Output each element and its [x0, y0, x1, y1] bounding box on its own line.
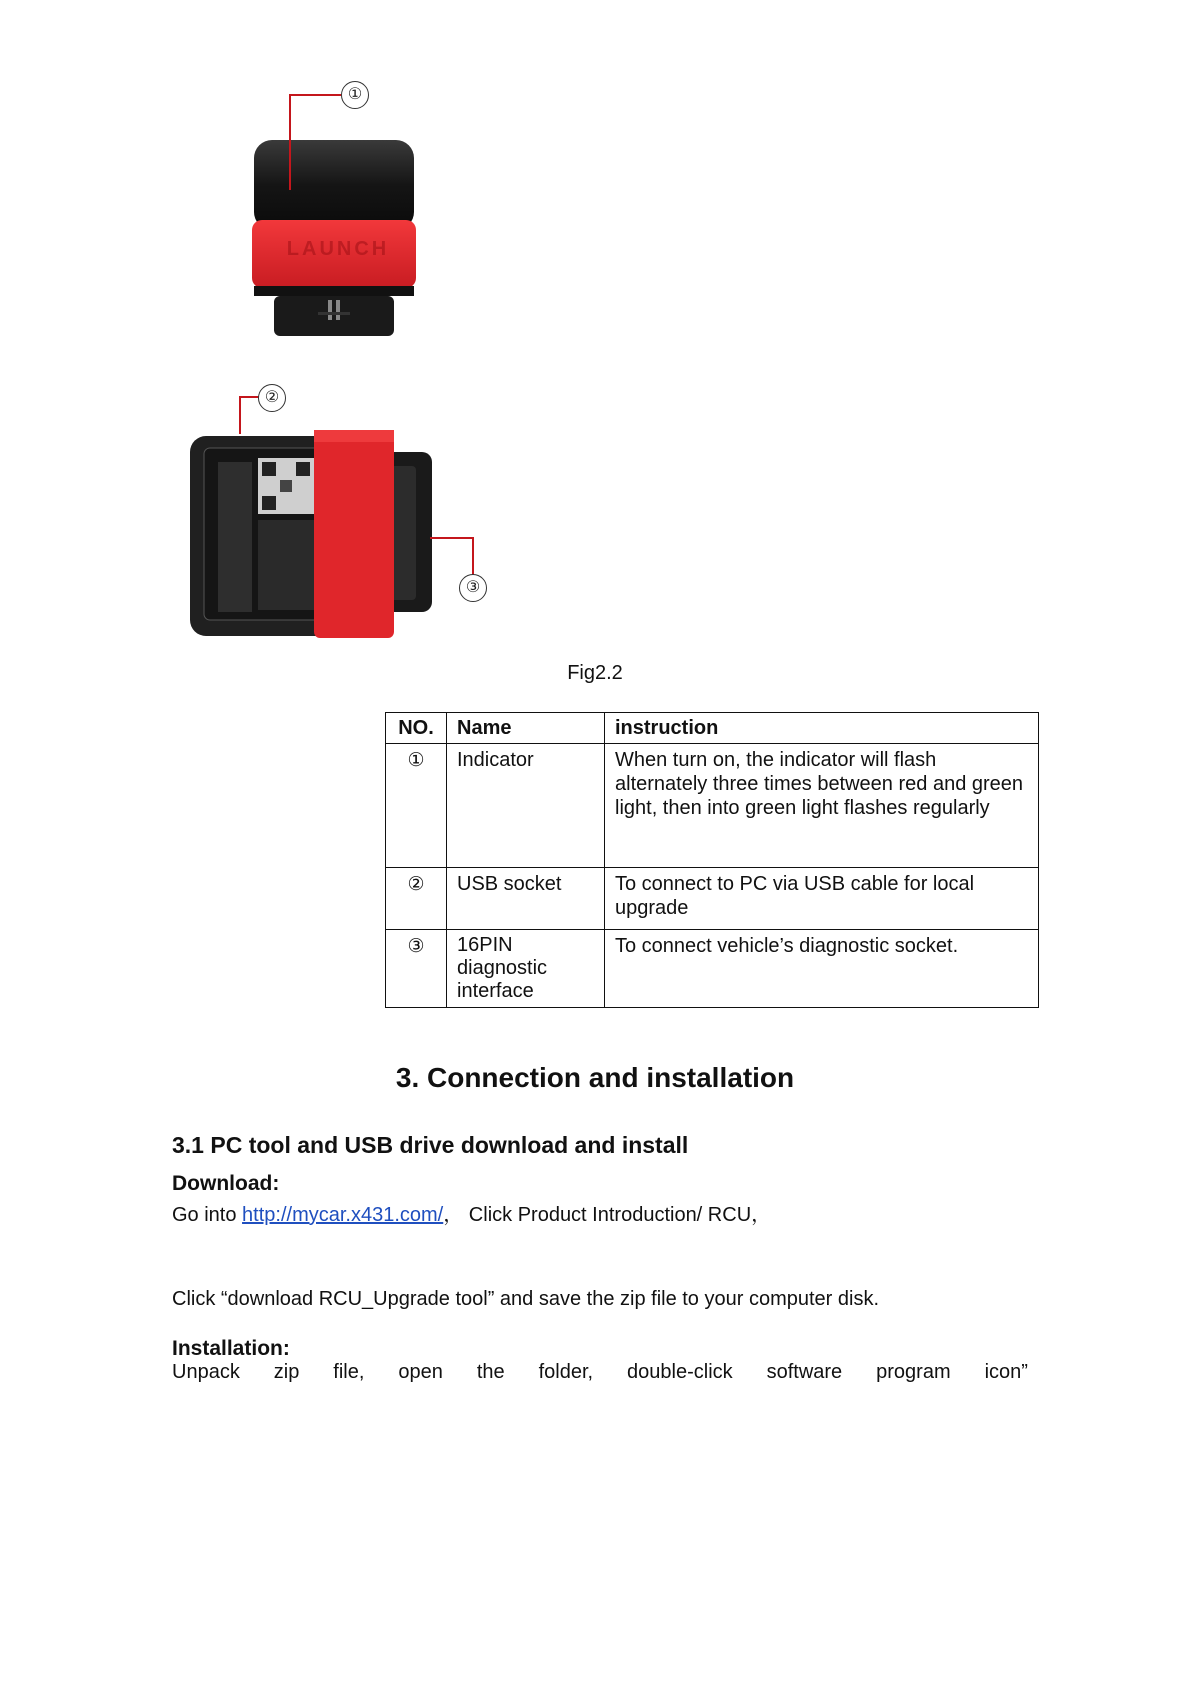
install-word: icon” [984, 1361, 1028, 1383]
obd-device-back-illustration [188, 430, 440, 638]
install-word: the [476, 1361, 505, 1383]
header-name: Name [447, 713, 605, 744]
component-table [385, 712, 1039, 1008]
mycar-website-link[interactable]: http://mycar.x431.com/ [242, 1204, 444, 1226]
device-brand-label: LAUNCH [286, 238, 390, 260]
install-word: double-click [627, 1361, 733, 1383]
row-name: 16PIN diagnostic interface [447, 930, 605, 1008]
download-suffix: ， Click Product Introduction/ RCU， [443, 1204, 772, 1226]
install-word: software [766, 1361, 843, 1383]
callout-1-marker: ① [341, 81, 369, 109]
row-number: ① [386, 744, 447, 868]
device-side-image [188, 430, 440, 638]
installation-label: Installation: [172, 1337, 290, 1360]
download-step-2: Click “download RCU_Upgrade tool” and save the zip file to your computer disk. [172, 1288, 880, 1310]
install-word: Unpack [172, 1361, 240, 1383]
row-instruction: To connect to PC via USB cable for local upgrade [605, 868, 1039, 930]
row-instruction: When turn on, the indicator will flash alternately three times between red and green light, then into green light flashes regularly [605, 744, 1039, 868]
table-row [386, 744, 1039, 868]
table-row [386, 930, 1039, 1008]
callout-3-marker: ③ [459, 574, 487, 602]
callout-2-marker: ② [258, 384, 286, 412]
section-title: 3. Connection and installation [395, 1062, 795, 1093]
install-word: program [876, 1361, 951, 1383]
install-word: folder, [538, 1361, 594, 1383]
download-instruction [172, 1198, 771, 1227]
row-number: ③ [386, 930, 447, 1008]
table-header-row [386, 713, 1039, 744]
device-top-image [248, 140, 420, 340]
download-label: Download: [172, 1172, 280, 1195]
install-word: file, [333, 1361, 365, 1383]
row-name: Indicator [447, 744, 605, 868]
row-number: ② [386, 868, 447, 930]
callout-1-line-vertical [289, 94, 291, 190]
header-no: NO. [386, 713, 447, 744]
download-prefix: Go into [172, 1204, 237, 1226]
table-row [386, 868, 1039, 930]
subsection-title: 3.1 PC tool and USB drive download and install [172, 1132, 689, 1158]
callout-2-line-vertical [239, 396, 241, 434]
header-instruction: instruction [605, 713, 1039, 744]
figure-caption: Fig2.2 [567, 662, 623, 684]
callout-3-line-horizontal [430, 537, 474, 539]
install-word: zip [273, 1361, 300, 1383]
row-name: USB socket [447, 868, 605, 930]
install-word: open [398, 1361, 443, 1383]
callout-2-line-horizontal [239, 396, 259, 398]
callout-3-line-vertical [472, 537, 474, 575]
installation-instruction [172, 1361, 1028, 1384]
callout-1-line-horizontal [289, 94, 341, 96]
row-instruction: To connect vehicle’s diagnostic socket. [605, 930, 1039, 1008]
